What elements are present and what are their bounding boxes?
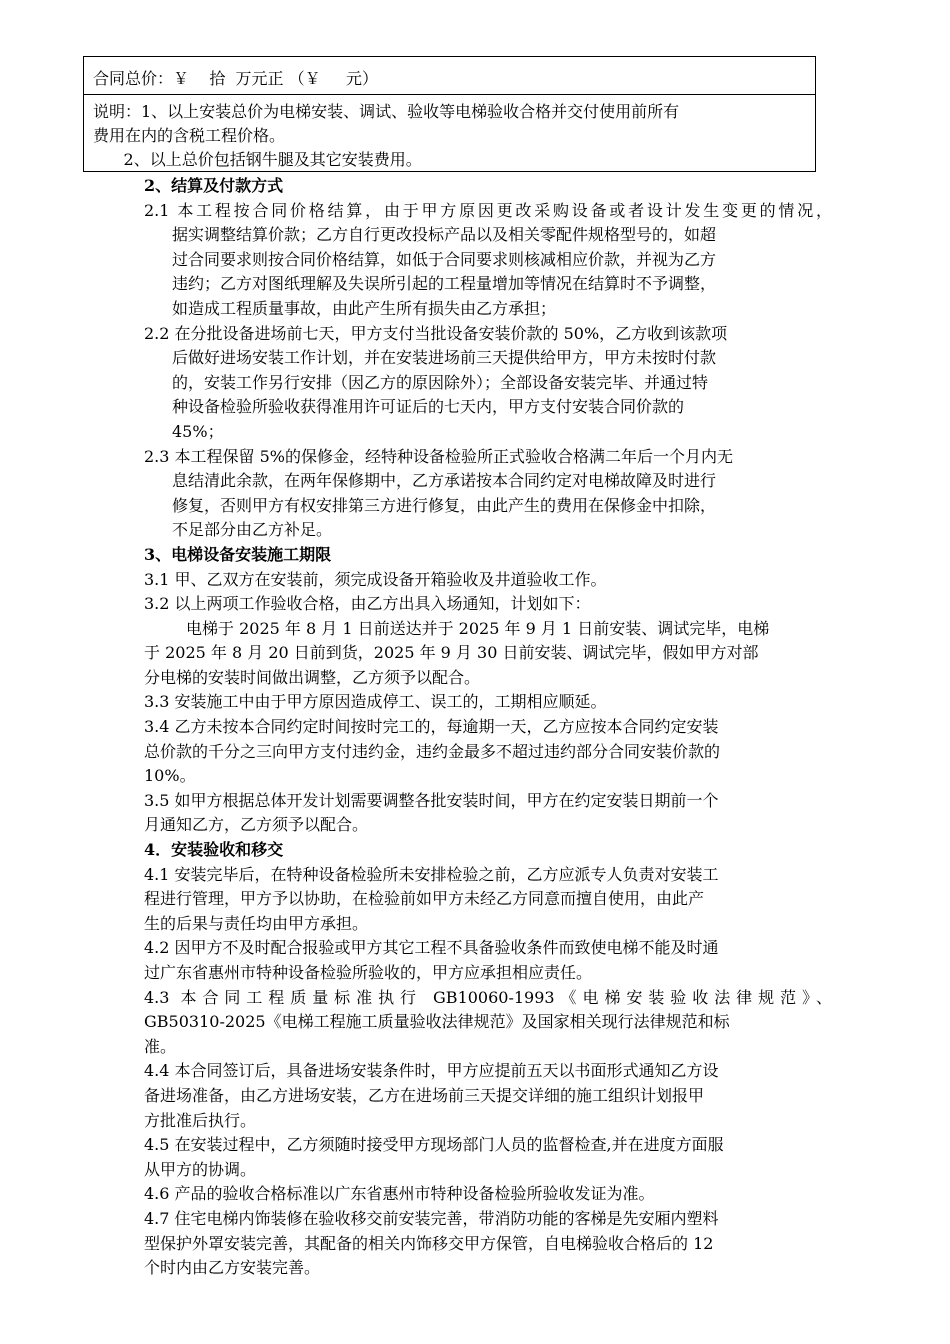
clause-4-2: 4.2 因甲方不及时配合报验或甲方其它工程不具备验收条件而致使电梯不能及时通 过广东省惠州市特种设备检验所验收的，甲方应承担相应责任。 [144,938,719,982]
section-4-title: 4．安装验收和移交 [144,840,284,860]
price-note [93,100,808,172]
clause-2-1: 2.1 本工程按合同价格结算，由于甲方原因更改采购设备或者设计发生变更的情况， 据实调整结算价款；乙方自行更改投标产品以及相关零配件规格型号的，如超 过合同要求则按合同价格结算，如低于合同要求则核减相应价款，并视为乙方 违约；乙方对图纸理解及失误所引起的工程量增加等情况在结算时不予调整， 如造成工程质量事故，由此产生所有损失由乙方承担； [144,200,832,318]
section-3-title: 3、电梯设备安装施工期限 [144,544,332,564]
clause-4-3: 4.3 本合同工程质量标准执行 GB10060-1993《电梯安装验收法律规范》、 GB50310-2025《电梯工程施工质量验收法律规范》及国家相关现行法律规范和标 准。 [144,987,832,1056]
clause-3-2: 3.2 以上两项工作验收合格，由乙方出具入场通知，计划如下： [144,594,591,614]
clause-4-4: 4.4 本合同签订后，具备进场安装条件时，甲方应提前五天以书面形式通知乙方设 备进场准备，由乙方进场安装，乙方在进场前三天提交详细的施工组织计划报甲 方批准后执行。 [144,1061,719,1130]
clause-3-5: 3.5 如甲方根据总体开发计划需要调整各批安装时间，甲方在约定安装日期前一个 月通知乙方，乙方须予以配合。 [144,790,719,835]
clause-4-6: 4.6 产品的验收合格标准以广东省惠州市特种设备检验所验收发证为准。 [144,1184,655,1204]
clause-3-4: 3.4 乙方未按本合同约定时间按时完工的，每逾期一天，乙方应按本合同约定安装 总价款的千分之三向甲方支付违约金，违约金最多不超过违约部分合同安装价款的 10%。 [144,717,721,786]
section-2-title: 2、结算及付款方式 [144,176,284,195]
price-table [83,56,816,172]
clause-3-3: 3.3 安装施工中由于甲方原因造成停工、误工的，工期相应顺延。 [144,692,607,712]
clause-4-1: 4.1 安装完毕后，在特种设备检验所未安排检验之前，乙方应派专人负责对安装工 程进行管理，甲方予以协助，在检验前如甲方未经乙方同意而擅自使用，由此产 生的后果与责任均由甲方承担。 [144,864,719,933]
note-line: 2、以上总价包括钢牛腿及其它安装费用。 [93,150,422,169]
note-line: 说明：1、以上安装总价为电梯安装、调试、验收等电梯验收合格并交付使用前所有 [93,102,680,121]
clause-3-2-detail: 电梯于 2025 年 8 月 1 日前送达并于 2025 年 9 月 1 日前安装、调试完毕，电梯 于 2025 年 8 月 20 日前到货，2025 年 9 月 30 日前安装、调试完毕，假如甲方对部 分电梯的安装时间做出调整，乙方须予以配合。 [144,618,770,687]
contract-body [144,174,832,1281]
total-price-row [84,57,815,95]
clause-4-7: 4.7 住宅电梯内饰装修在验收移交前安装完善，带消防功能的客梯是先安厢内塑料 型保护外罩安装完善，其配备的相关内饰移交甲方保管，自电梯验收合格后的 12 个时内由乙方安装完善。 [144,1208,719,1278]
clause-2-2: 2.2 在分批设备进场前七天，甲方支付当批设备安装价款的 50%，乙方收到该款项 后做好进场安装工作计划，并在安装进场前三天提供给甲方，甲方未按时付款 的，安装工作另行安排（因乙方的原因除外）；全部设备安装完毕、并通过特 种设备检验所验收获得准用许可证后的七天内，甲方支付安装合同价款的 45%； [144,323,728,441]
clause-4-5: 4.5 在安装过程中，乙方须随时接受甲方现场部门人员的监督检查,并在进度方面服 从甲方的协调。 [144,1135,724,1179]
clause-2-3: 2.3 本工程保留 5%的保修金，经特种设备检验所正式验收合格满二年后一个月内无 息结清此余款，在两年保修期中，乙方承诺按本合同约定对电梯故障及时进行 修复，否则甲方有权安排第三方进行修复，由此产生的费用在保修金中扣除， 不足部分由乙方补足。 [144,446,734,540]
note-line: 费用在内的含税工程价格。 [93,126,286,145]
clause-3-1: 3.1 甲、乙双方在安装前，须完成设备开箱验收及井道验收工作。 [144,569,607,589]
total-price-text: 合同总价：￥ 拾 万元正 （￥ 元） [93,69,379,88]
